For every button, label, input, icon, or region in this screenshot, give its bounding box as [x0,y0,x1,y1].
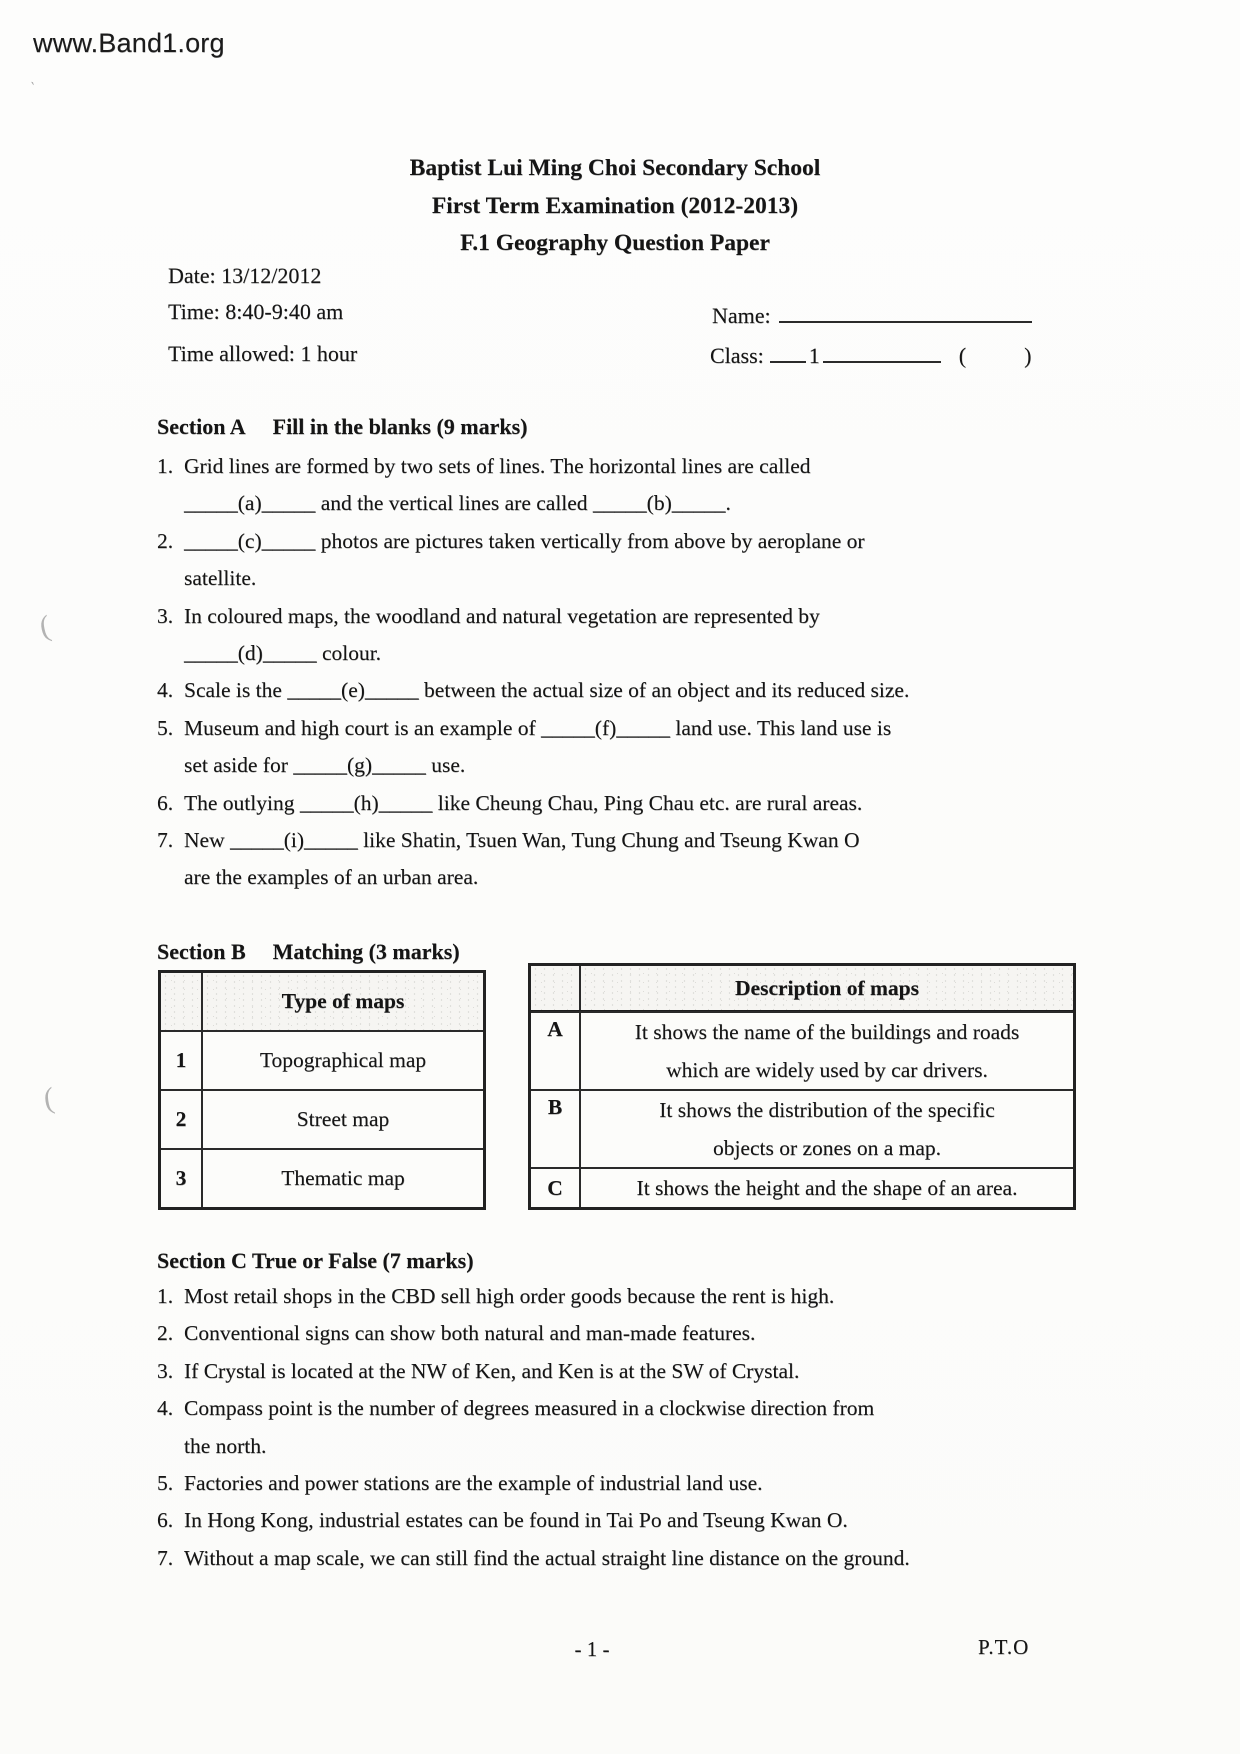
desc-table-header-text: Description of maps [735,976,919,1000]
question-number: 5. [157,715,174,740]
school-name: Baptist Lui Ming Choi Secondary School [409,155,821,181]
question-item [157,1465,1117,1502]
question-line: are the examples of an urban area. [184,865,479,890]
type-of-maps-table [158,970,486,1210]
question-number: 1. [157,454,174,478]
question-number: 5. [157,1471,174,1496]
question-line: Museum and high court is an example of _____(f)_____ land use. This land use is [184,715,892,740]
paren-close: ) [1024,343,1032,368]
table-row [531,1089,1073,1167]
section-b-desc: Matching (3 marks) [272,939,460,964]
question-number: 1. [157,1284,174,1308]
question-item [157,598,1117,673]
question-number: 4. [157,1396,174,1421]
row-label: Thematic map [281,1166,405,1190]
question-line: Factories and power stations are the example of industrial land use. [184,1471,763,1496]
question-line: In coloured maps, the woodland and natural vegetation are represented by [184,603,820,628]
row-number: 3 [161,1150,203,1207]
table-row [531,1011,1073,1089]
question-line: Conventional signs can show both natural and man-made features. [184,1321,756,1346]
page-number: - 1 - [574,1637,610,1661]
table-row [161,1030,483,1089]
question-item [157,710,1117,785]
header-empty-cell [531,966,581,1010]
class-row [710,341,1031,369]
table-row [161,1148,483,1207]
question-line: _____(c)_____ photos are pictures taken vertically from above by aeroplane or [184,528,865,553]
question-line: In Hong Kong, industrial estates can be found in Tai Po and Tseung Kwan O. [184,1508,848,1533]
description-line: which are widely used by car drivers. [666,1058,988,1082]
question-number: 7. [157,1545,174,1570]
class-label: Class: [710,343,764,368]
question-number: 4. [157,678,174,703]
question-line: Without a map scale, we can still find the actual straight line distance on the ground. [184,1545,910,1570]
question-number: 6. [157,790,174,815]
section-a-questions [157,448,1117,897]
scan-artifact: ` [25,79,37,98]
question-line: Grid lines are formed by two sets of lines. The horizontal lines are called [184,454,811,478]
paren-open: ( [958,343,967,368]
question-line: satellite. [184,566,257,591]
table-row [161,1089,483,1148]
type-table-header: Type of maps [203,973,483,1030]
question-number: 7. [157,828,174,853]
row-number: 2 [161,1091,203,1148]
question-line: the north. [184,1433,267,1458]
question-item [157,1353,1117,1390]
question-line: The outlying _____(h)_____ like Cheung Chau, Ping Chau etc. are rural areas. [184,790,863,815]
exam-title: First Term Examination (2012-2013) [431,192,799,219]
question-line: Scale is the _____(e)_____ between the actual size of an object and its reduced size. [184,678,910,703]
date-line: Date: 13/12/2012 [168,263,322,288]
row-letter: C [531,1169,581,1207]
class-blank [770,341,806,363]
name-blank [779,301,1032,323]
description-line: It shows the height and the shape of an area. [636,1176,1018,1200]
header-empty-cell [161,973,203,1030]
question-line: Compass point is the number of degrees measured in a clockwise direction from [184,1396,875,1421]
description-of-maps-table [528,963,1076,1210]
question-number: 2. [157,1321,174,1346]
question-number: 3. [157,1358,174,1383]
section-c-heading: Section C True or False (7 marks) [157,1248,474,1273]
time-line: Time: 8:40-9:40 am [168,299,344,324]
description-line: objects or zones on a map. [712,1136,942,1160]
desc-table-header [581,966,1073,1010]
name-label: Name: [712,303,771,328]
question-item [157,1278,1117,1315]
row-label: Topographical map [259,1048,427,1072]
question-number: 2. [157,528,174,553]
section-c-questions [157,1278,1117,1577]
section-a-heading [157,414,528,440]
row-letter: A [531,1013,581,1089]
section-a-label: Section A [157,414,246,439]
section-b-label: Section B [157,939,246,964]
table-header-row [161,973,483,1030]
question-item [157,1315,1117,1352]
question-line: If Crystal is located at the NW of Ken, and Ken is at the SW of Crystal. [184,1358,800,1383]
scan-artifact: ( [41,1081,57,1116]
question-item [157,1502,1117,1539]
question-line: set aside for _____(g)_____ use. [184,753,466,778]
scan-artifact: ( [36,609,54,644]
table-header-row [531,966,1073,1011]
section-b-heading [157,939,460,965]
watermark: www.Band1.org [33,28,225,58]
question-item [157,448,1117,523]
row-letter: B [531,1091,581,1167]
name-row [712,301,1032,329]
question-item [157,523,1117,598]
class-value: 1 [808,343,820,368]
question-item [157,1540,1117,1577]
question-item [157,822,1117,897]
class-blank [823,341,941,363]
question-line: _____(d)_____ colour. [184,641,382,666]
row-label: Street map [296,1107,390,1131]
description-line: It shows the name of the buildings and roads [634,1020,1020,1044]
question-number: 3. [157,603,174,628]
pto-label: P.T.O [978,1635,1030,1659]
question-number: 6. [157,1508,174,1533]
section-a-desc: Fill in the blanks (9 marks) [272,414,528,439]
paper-title: F.1 Geography Question Paper [460,230,770,256]
question-item [157,1390,1117,1465]
question-line: New _____(i)_____ like Shatin, Tsuen Wan, Tung Chung and Tseung Kwan O [184,828,860,853]
question-line: _____(a)_____ and the vertical lines are called _____(b)_____. [184,491,731,516]
question-line: Most retail shops in the CBD sell high order goods because the rent is high. [184,1284,835,1308]
time-allowed-line: Time allowed: 1 hour [168,341,358,366]
question-item [157,785,1117,822]
row-number: 1 [161,1032,203,1089]
description-line: It shows the distribution of the specific [659,1098,995,1122]
table-row [531,1167,1073,1207]
question-item [157,672,1117,709]
title-block [165,150,1065,263]
